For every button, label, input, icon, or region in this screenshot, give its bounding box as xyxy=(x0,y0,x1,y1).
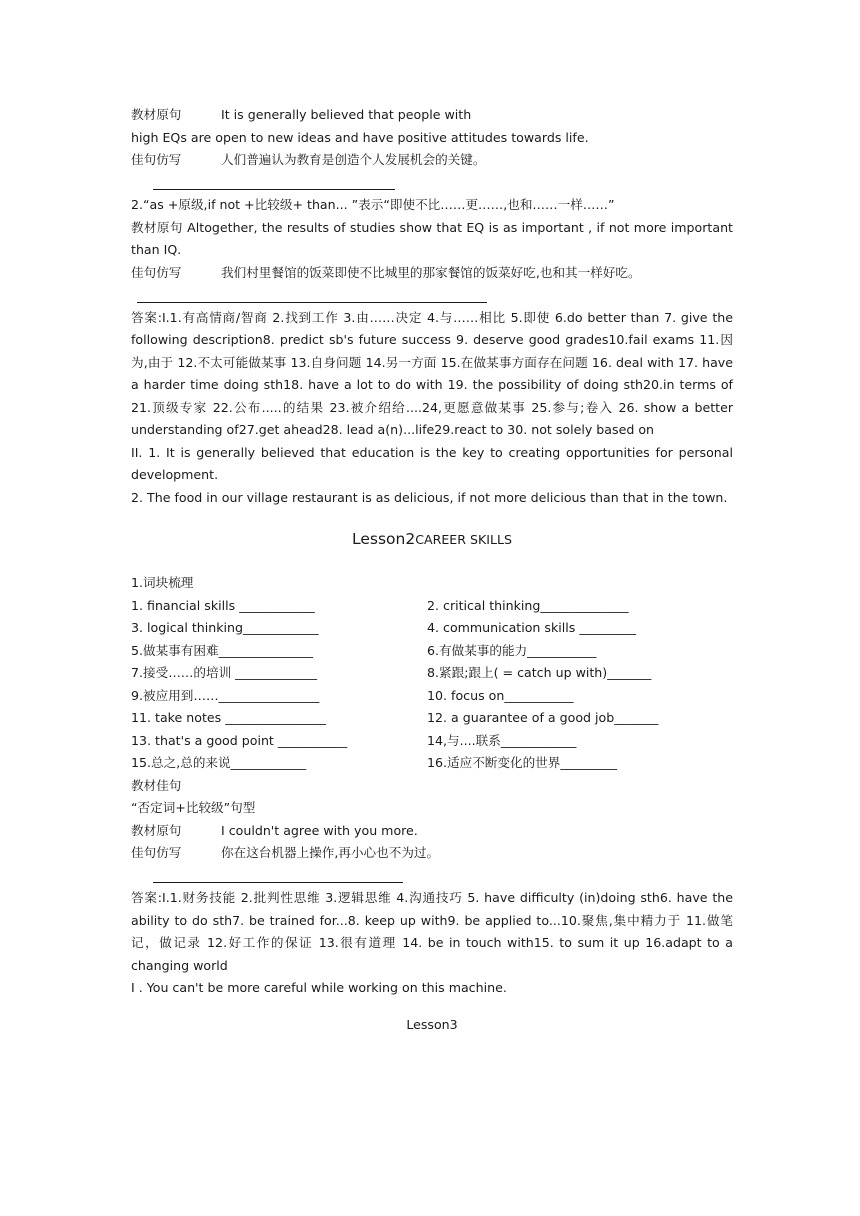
sentence-pattern-2: 2.“as +原级,if not +比较级+ than... ”表示“即使不比……更……,也和……一样……” xyxy=(131,197,615,212)
vocab-item: 7.接受……的培训 _____________ xyxy=(131,665,318,680)
original-sentence-text: It is generally believed that people with xyxy=(221,107,472,122)
document-page xyxy=(131,104,733,1036)
vocab-item: 9.被应用到……________________ xyxy=(131,687,320,703)
imitation-line-2 xyxy=(131,262,733,285)
vocab-item: 2. critical thinking______________ xyxy=(427,597,629,613)
original-sentence-3-label: 教材原句 xyxy=(131,822,182,838)
imitation-label: 佳句仿写 xyxy=(131,152,182,167)
lesson3-heading: Lesson3 xyxy=(406,1016,458,1032)
vocab-item: 13. that's a good point ___________ xyxy=(131,732,348,748)
imitation-line xyxy=(131,149,733,172)
original-sentence-3 xyxy=(131,820,733,843)
vocab-item: 8.紧跟;跟上( = catch up with)_______ xyxy=(427,665,652,680)
original-sentence-3-text: I couldn't agree with you more. xyxy=(221,822,418,838)
answer-blank-2 xyxy=(131,284,733,307)
answer-key-1-part2-1: II. 1. It is generally believed that education is the key to creating opportunities for personal development. xyxy=(131,444,733,482)
answer-key-1-part2-2: 2. The food in our village restaurant is as delicious, if not more delicious than that in the town. xyxy=(131,489,728,505)
original-sentence-continuation: high EQs are open to new ideas and have positive attitudes towards life. xyxy=(131,129,589,145)
answer-key-1: 答案:I.1.有高情商/智商 2.找到工作 3.由……决定 4.与……相比 5.即使 6.do better than 7. give the following description8. predict sb's future success 9. deserve good grades10.fail exams 11.因为,由于 12.不太可能做某事 13.自身问题 14.另一方面 15.在做某事方面存在问题 16. deal with 17. have a harder time doing sth18. have a lot to do with 19. the possibility of doing sth20.in terms of 21.顶级专家 22.公布.....的结果 23.被介绍给....24,更愿意做某事 25.参与;卷入 26. show a better understanding of27.get ahead28. lead a(n)...life29.react to 30. not solely based on xyxy=(131,309,733,437)
vocab-item: 1. financial skills ____________ xyxy=(131,597,315,613)
original-sentence-2-text: Altogether, the results of studies show that EQ is as important , if not more important than IQ. xyxy=(131,219,733,257)
vocab-item: 5.做某事有困难_______________ xyxy=(131,642,314,658)
imitation-3-text: 你在这台机器上操作,再小心也不为过。 xyxy=(221,845,440,860)
sentence-pattern: “否定词+比较级”句型 xyxy=(131,800,256,815)
answer-blank-3 xyxy=(131,865,733,888)
vocab-item: 16.适应不断变化的世界_________ xyxy=(427,755,618,770)
vocab-heading: 1.词块梳理 xyxy=(131,575,194,590)
vocab-item: 6.有做某事的能力___________ xyxy=(427,642,597,658)
imitation-2-label: 佳句仿写 xyxy=(131,264,182,280)
vocab-grid xyxy=(131,595,733,775)
vocab-item: 12. a guarantee of a good job_______ xyxy=(427,710,659,725)
lesson2-title xyxy=(131,527,733,552)
imitation-text: 人们普遍认为教育是创造个人发展机会的关键。 xyxy=(221,152,486,167)
original-sentence-2 xyxy=(131,217,733,262)
vocab-item: 14,与....联系____________ xyxy=(427,732,577,748)
vocab-item: 4. communication skills _________ xyxy=(427,620,637,635)
original-sentence-line xyxy=(131,104,733,127)
answer-blank xyxy=(131,172,733,195)
imitation-3-label: 佳句仿写 xyxy=(131,845,182,860)
original-sentence-label: 教材原句 xyxy=(131,107,182,122)
lesson2-title-main: Lesson2 xyxy=(351,530,416,548)
vocab-item: 3. logical thinking____________ xyxy=(131,620,319,635)
answer-key-2: 答案:I.1.财务技能 2.批判性思维 3.逻辑思维 4.沟通技巧 5. have difficulty (in)doing sth6. have the ability to do sth7. be trained for...8. keep up with9. be applied to...10.聚焦,集中精力于 11.做笔记，做记录 12.好工作的保证 13.很有道理 14. be in touch with15. to sum it up 16.adapt to a changing world xyxy=(131,890,733,973)
vocab-item: 15.总之,总的来说____________ xyxy=(131,755,307,770)
imitation-line-3 xyxy=(131,842,733,865)
textbook-sentences-heading: 教材佳句 xyxy=(131,777,182,793)
imitation-2-text: 我们村里餐馆的饭菜即使不比城里的那家餐馆的饭菜好吃,也和其一样好吃。 xyxy=(221,264,641,280)
vocab-item: 11. take notes ________________ xyxy=(131,710,326,725)
vocab-item: 10. focus on___________ xyxy=(427,687,574,703)
answer-key-2-part2: I . You can't be more careful while working on this machine. xyxy=(131,980,507,995)
original-sentence-2-label: 教材原句 xyxy=(131,219,183,235)
lesson2-title-sub: CAREER SKILLS xyxy=(415,532,513,547)
